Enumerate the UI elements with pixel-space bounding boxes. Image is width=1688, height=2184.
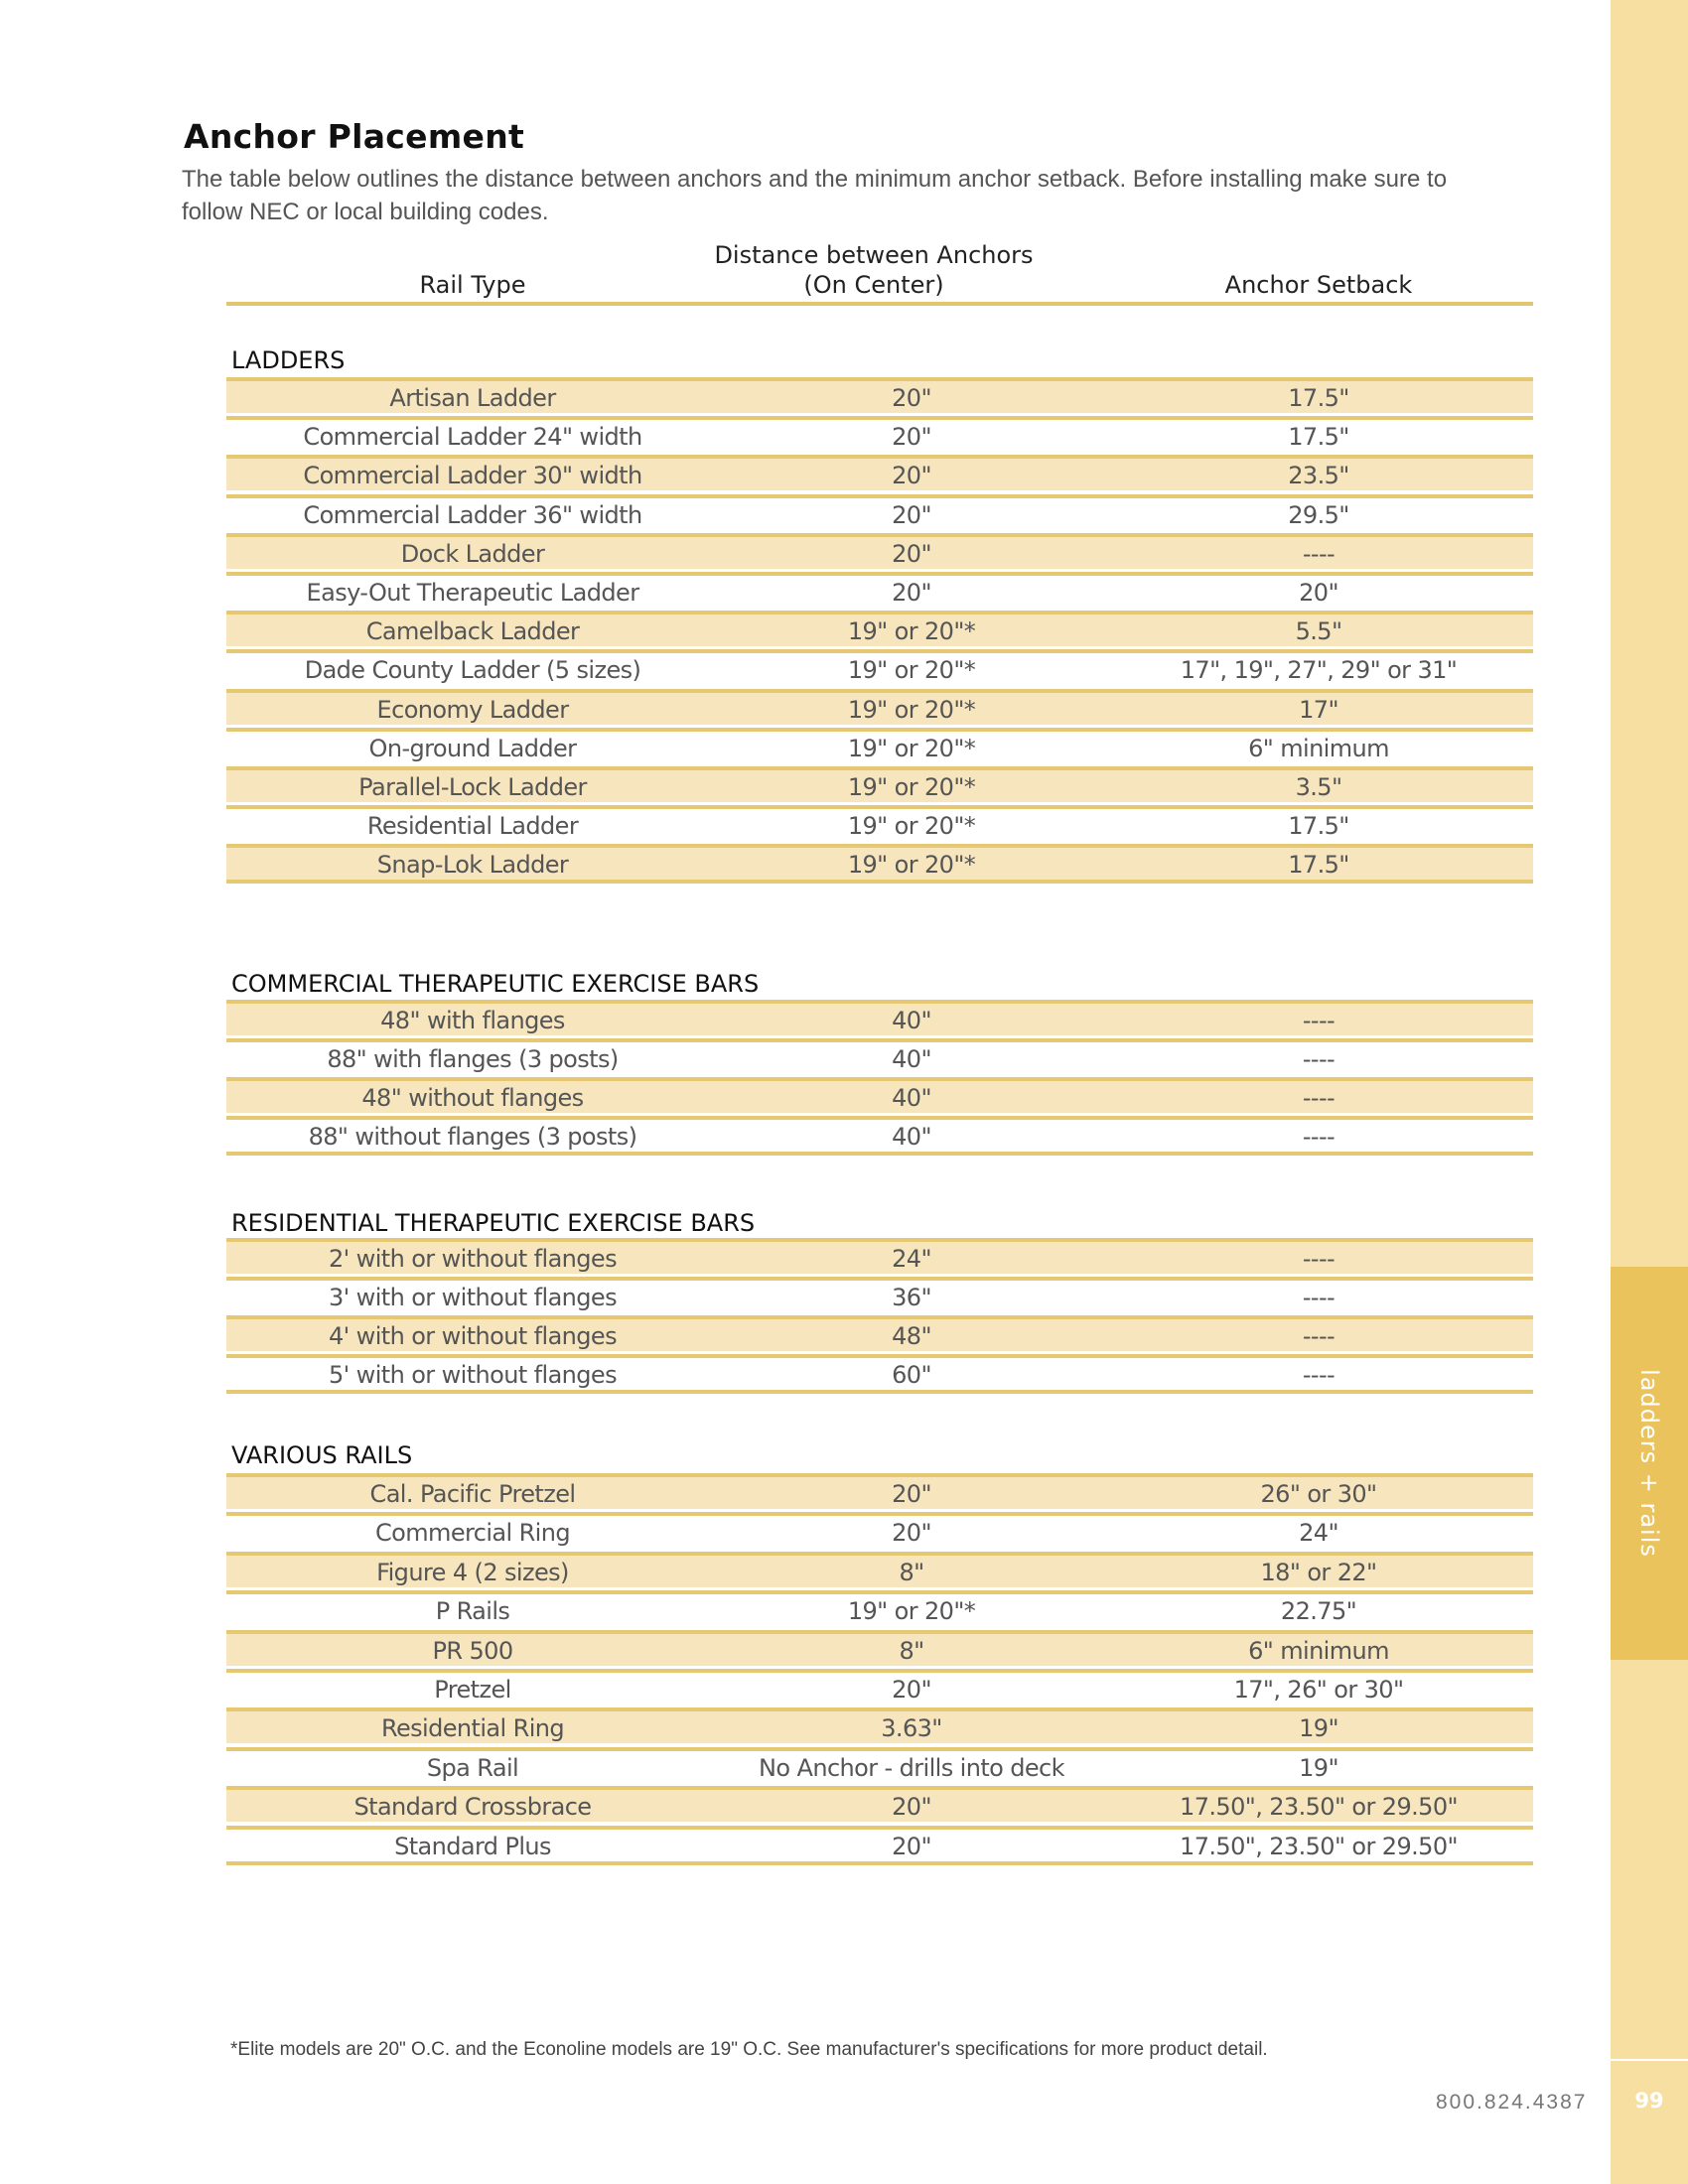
header-distance-line1: Distance between Anchors — [714, 241, 1034, 269]
setback-cell: ---- — [1302, 540, 1336, 568]
footnote: *Elite models are 20" O.C. and the Econoline models are 19" O.C. See manufacturer's specifications for more product detail. — [230, 2039, 1268, 2060]
table-row — [226, 649, 1533, 685]
setback-cell: 17" — [1299, 696, 1338, 724]
setback-cell: 17.5" — [1288, 851, 1349, 879]
rail-type-cell: Cal. Pacific Pretzel — [369, 1480, 576, 1508]
rail-type-cell: 4' with or without flanges — [328, 1322, 617, 1350]
table-row — [226, 533, 1533, 569]
setback-cell: 17.50", 23.50" or 29.50" — [1180, 1833, 1458, 1860]
rail-type-cell: Snap-Lok Ladder — [376, 851, 569, 879]
distance-cell: 40" — [892, 1007, 931, 1034]
table-row — [226, 844, 1533, 884]
rail-type-cell: Dock Ladder — [400, 540, 545, 568]
table-row — [226, 1707, 1533, 1743]
rail-type-cell: 88" without flanges (3 posts) — [308, 1123, 637, 1151]
setback-cell: 17.5" — [1288, 384, 1349, 412]
distance-cell: 36" — [892, 1284, 931, 1311]
sidebar-divider — [1611, 2059, 1688, 2061]
setback-cell: 6" minimum — [1248, 735, 1389, 762]
setback-cell: 5.5" — [1295, 617, 1342, 645]
distance-cell: 60" — [892, 1361, 931, 1389]
setback-cell: 24" — [1299, 1519, 1338, 1547]
table-row — [226, 494, 1533, 530]
setback-cell: ---- — [1302, 1123, 1336, 1151]
setback-cell: ---- — [1302, 1322, 1336, 1350]
table-row — [226, 1669, 1533, 1705]
distance-cell: 20" — [892, 540, 931, 568]
rail-type-cell: Dade County Ladder (5 sizes) — [304, 656, 641, 684]
distance-cell: 19" or 20"* — [847, 696, 976, 724]
distance-cell: 40" — [892, 1123, 931, 1151]
setback-cell: 26" or 30" — [1260, 1480, 1377, 1508]
table-row — [226, 766, 1533, 802]
setback-cell: 19" — [1299, 1754, 1338, 1782]
distance-cell: 20" — [892, 1676, 931, 1704]
header-setback: Anchor Setback — [1224, 271, 1413, 299]
rail-type-cell: 5' with or without flanges — [328, 1361, 617, 1389]
rail-type-cell: Standard Crossbrace — [353, 1793, 592, 1821]
setback-cell: 19" — [1299, 1714, 1338, 1742]
rail-type-cell: Standard Plus — [394, 1833, 551, 1860]
table-row — [226, 1315, 1533, 1351]
sidebar — [1611, 0, 1688, 2184]
table-row — [226, 1552, 1533, 1587]
page-number: 99 — [1634, 2089, 1664, 2113]
distance-cell: 19" or 20"* — [847, 735, 976, 762]
setback-cell: 22.75" — [1280, 1597, 1357, 1625]
distance-cell: 40" — [892, 1045, 931, 1073]
rail-type-cell: Economy Ladder — [376, 696, 569, 724]
table-row — [226, 1354, 1533, 1394]
distance-cell: 8" — [899, 1637, 924, 1665]
setback-cell: 23.5" — [1288, 462, 1349, 489]
rail-type-cell: Camelback Ladder — [365, 617, 580, 645]
header-rule — [226, 302, 1533, 306]
setback-cell: 3.5" — [1295, 773, 1342, 801]
setback-cell: ---- — [1302, 1045, 1336, 1073]
phone-number: 800.824.4387 — [1436, 2091, 1588, 2114]
distance-cell: 24" — [892, 1245, 931, 1273]
table-row — [226, 805, 1533, 841]
setback-cell: ---- — [1302, 1361, 1336, 1389]
table-row — [226, 1077, 1533, 1113]
rail-type-cell: Commercial Ladder 36" width — [303, 501, 642, 529]
distance-cell: 20" — [892, 579, 931, 607]
rail-type-cell: 2' with or without flanges — [328, 1245, 617, 1273]
setback-cell: 17", 26" or 30" — [1233, 1676, 1404, 1704]
distance-cell: 19" or 20"* — [847, 773, 976, 801]
rail-type-cell: 48" without flanges — [361, 1084, 584, 1112]
table-row — [226, 728, 1533, 763]
table-row — [226, 1590, 1533, 1626]
distance-cell: 8" — [899, 1559, 924, 1586]
table-row — [226, 1277, 1533, 1312]
distance-cell: 19" or 20"* — [847, 656, 976, 684]
distance-cell: 20" — [892, 423, 931, 451]
header-rail-type: Rail Type — [419, 271, 526, 299]
table-row — [226, 455, 1533, 490]
section-title: RESIDENTIAL THERAPEUTIC EXERCISE BARS — [231, 1209, 756, 1237]
rail-type-cell: On-ground Ladder — [368, 735, 577, 762]
distance-cell: 20" — [892, 384, 931, 412]
rail-type-cell: Spa Rail — [426, 1754, 519, 1782]
table-row — [226, 1473, 1533, 1509]
table-row — [226, 1116, 1533, 1156]
rail-type-cell: Commercial Ladder 24" width — [303, 423, 642, 451]
distance-cell: 19" or 20"* — [847, 617, 976, 645]
page-title: Anchor Placement — [184, 117, 525, 156]
setback-cell: ---- — [1302, 1084, 1336, 1112]
rail-type-cell: Parallel-Lock Ladder — [358, 773, 587, 801]
section-title: VARIOUS RAILS — [231, 1441, 413, 1469]
table-row — [226, 689, 1533, 725]
distance-cell: No Anchor - drills into deck — [759, 1754, 1064, 1782]
sidebar-label: ladders + rails — [1635, 1369, 1663, 1558]
rail-type-cell: Figure 4 (2 sizes) — [376, 1559, 569, 1586]
rail-type-cell: Commercial Ladder 30" width — [303, 462, 642, 489]
setback-cell: 18" or 22" — [1260, 1559, 1377, 1586]
distance-cell: 48" — [892, 1322, 931, 1350]
setback-cell: 20" — [1299, 579, 1338, 607]
distance-cell: 3.63" — [881, 1714, 942, 1742]
distance-cell: 20" — [892, 1480, 931, 1508]
table-row — [226, 1786, 1533, 1822]
setback-cell: 29.5" — [1288, 501, 1349, 529]
rail-type-cell: 3' with or without flanges — [328, 1284, 617, 1311]
table-row — [226, 611, 1533, 646]
distance-cell: 20" — [892, 1519, 931, 1547]
setback-cell: 17.50", 23.50" or 29.50" — [1180, 1793, 1458, 1821]
rail-type-cell: P Rails — [435, 1597, 510, 1625]
rail-type-cell: Commercial Ring — [375, 1519, 570, 1547]
rail-type-cell: Residential Ring — [380, 1714, 565, 1742]
distance-cell: 20" — [892, 1833, 931, 1860]
section-title: COMMERCIAL THERAPEUTIC EXERCISE BARS — [231, 970, 760, 998]
distance-cell: 19" or 20"* — [847, 1597, 976, 1625]
table-row — [226, 572, 1533, 608]
distance-cell: 20" — [892, 1793, 931, 1821]
distance-cell: 20" — [892, 501, 931, 529]
table-row — [226, 1630, 1533, 1666]
table-row — [226, 1747, 1533, 1783]
setback-cell: 6" minimum — [1248, 1637, 1389, 1665]
rail-type-cell: Artisan Ladder — [389, 384, 556, 412]
rail-type-cell: Residential Ladder — [366, 812, 579, 840]
setback-cell: ---- — [1302, 1284, 1336, 1311]
distance-cell: 40" — [892, 1084, 931, 1112]
rail-type-cell: 88" with flanges (3 posts) — [327, 1045, 619, 1073]
table-row — [226, 1000, 1533, 1035]
intro-text: The table below outlines the distance between anchors and the minimum anchor setback. Before installing make sure to follow NEC or local building codes. — [182, 166, 1448, 225]
header-distance-line2: (On Center) — [803, 271, 944, 299]
distance-cell: 20" — [892, 462, 931, 489]
distance-cell: 19" or 20"* — [847, 812, 976, 840]
table-row — [226, 377, 1533, 413]
rail-type-cell: 48" with flanges — [380, 1007, 565, 1034]
table-row — [226, 1238, 1533, 1274]
rail-type-cell: PR 500 — [432, 1637, 513, 1665]
distance-cell: 19" or 20"* — [847, 851, 976, 879]
section-title: LADDERS — [231, 346, 346, 374]
rail-type-cell: Pretzel — [434, 1676, 511, 1704]
table-row — [226, 1038, 1533, 1074]
setback-cell: ---- — [1302, 1007, 1336, 1034]
setback-cell: 17.5" — [1288, 423, 1349, 451]
table-row — [226, 416, 1533, 452]
rail-type-cell: Easy-Out Therapeutic Ladder — [306, 579, 639, 607]
setback-cell: 17", 19", 27", 29" or 31" — [1180, 656, 1458, 684]
setback-cell: ---- — [1302, 1245, 1336, 1273]
setback-cell: 17.5" — [1288, 812, 1349, 840]
table-row — [226, 1512, 1533, 1548]
table-row — [226, 1826, 1533, 1865]
